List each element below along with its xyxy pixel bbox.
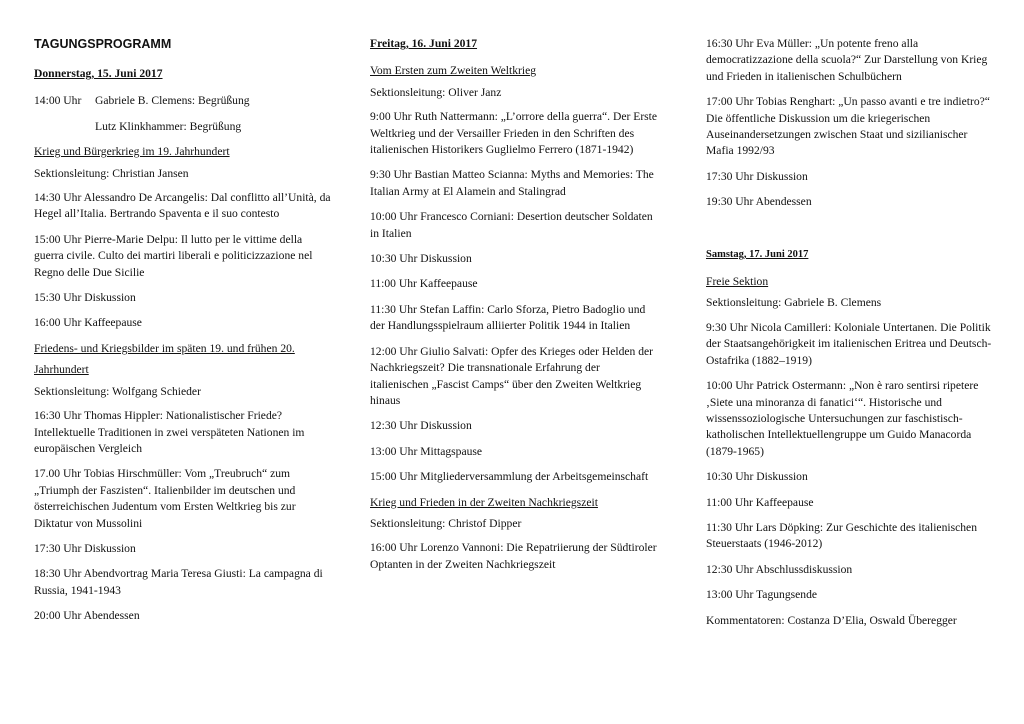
- program-entry: 11:30 Uhr Stefan Laffin: Carlo Sforza, Pietro Badoglio und der Handlungsspielraum alliierter Politik 1944 in Italien: [370, 302, 646, 333]
- program-entry: 16:30 Uhr Thomas Hippler: Nationalistischer Friede? Intellektuelle Traditionen in zwei verspäteten Nationen im europäischen Vergleich: [34, 409, 305, 455]
- program-entry: 9:30 Uhr Bastian Matteo Scianna: Myths and Memories: The Italian Army at El Alamein and Stalingrad: [370, 168, 654, 198]
- program-column-1: [34, 36, 334, 634]
- document-title: TAGUNGSPROGRAMM: [34, 37, 172, 51]
- program-entry: 17.00 Uhr Tobias Hirschmüller: Vom „Treubruch“ zum „Triumph der Faszisten“. Italienbilder im deutschen und österreichischen Judentum vom Ersten Weltkrieg bis zur Diktatur von Mussolini: [34, 467, 296, 530]
- program-entry-welcome: [34, 93, 334, 109]
- program-entry: 12:30 Uhr Diskussion: [370, 419, 472, 433]
- section-lead: Sektionsleitung: Oliver Janz: [370, 85, 502, 99]
- program-column-3: [706, 36, 992, 638]
- section-lead: Sektionsleitung: Christian Jansen: [34, 166, 189, 180]
- section-lead: Sektionsleitung: Gabriele B. Clemens: [706, 296, 882, 310]
- program-entry: 18:30 Uhr Abendvortrag Maria Teresa Giusti: La campagna di Russia, 1941-1943: [34, 567, 323, 597]
- section-lead: Sektionsleitung: Christof Dipper: [370, 516, 522, 530]
- program-entry: 16:30 Uhr Eva Müller: „Un potente freno alla democratizzazione della scuola?“ Zur Darstellung von Krieg und Frieden in italienischen Schulbüchern: [706, 37, 988, 83]
- day-heading-saturday: Samstag, 17. Juni 2017: [706, 248, 809, 260]
- program-entry-welcome-2: Lutz Klinkhammer: Begrüßung: [95, 119, 242, 133]
- program-entry: 15:30 Uhr Diskussion: [34, 291, 136, 305]
- program-entry: 16:00 Uhr Kaffeepause: [34, 316, 142, 330]
- program-entry: 16:00 Uhr Lorenzo Vannoni: Die Repatriierung der Südtiroler Optanten in der Zweiten Nachkriegszeit: [370, 541, 657, 571]
- entry-time: 14:00 Uhr: [34, 94, 82, 108]
- program-entry: 10:00 Uhr Patrick Ostermann: „Non è raro sentirsi ripetere ‚Siete una minoranza di fanatici‘“. Historische und wissenssoziologische Untersuchungen zur faschistisch-katholischen Intellektuellengruppe um Guido Manacorda (1879-1965): [706, 379, 979, 458]
- program-entry: 12:00 Uhr Giulio Salvati: Opfer des Krieges oder Helden der Nachkriegszeit? Die transnationale Erfahrung der italienischen „Fascist Camps“ über den Zweiten Weltkrieg hinaus: [370, 344, 654, 407]
- section-heading: Vom Ersten zum Zweiten Weltkrieg: [370, 64, 537, 78]
- program-column-2: [370, 36, 660, 582]
- section-lead: Sektionsleitung: Wolfgang Schieder: [34, 384, 201, 398]
- program-entry: 13:00 Uhr Tagungsende: [706, 588, 818, 602]
- section-heading: Freie Sektion: [706, 275, 769, 289]
- program-entry: 17:30 Uhr Diskussion: [34, 541, 136, 555]
- program-entry: 19:30 Uhr Abendessen: [706, 195, 812, 209]
- program-entry: 15:00 Uhr Pierre-Marie Delpu: Il lutto per le vittime della guerra civile. Culto dei martiri liberali e politicizzazione nel Regno delle Due Sicilie: [34, 232, 313, 279]
- program-entry: 17:30 Uhr Diskussion: [706, 169, 808, 183]
- program-entry: 10:00 Uhr Francesco Corniani: Desertion deutscher Soldaten in Italien: [370, 210, 653, 240]
- commentators: Kommentatoren: Costanza D’Elia, Oswald Überegger: [706, 613, 957, 627]
- program-entry: 11:00 Uhr Kaffeepause: [706, 495, 814, 509]
- program-entry: 10:30 Uhr Diskussion: [706, 470, 808, 484]
- section-heading: Krieg und Bürgerkrieg im 19. Jahrhundert: [34, 145, 230, 159]
- program-entry: 11:00 Uhr Kaffeepause: [370, 277, 478, 291]
- program-entry: 9:30 Uhr Nicola Camilleri: Koloniale Untertanen. Die Politik der Staatsangehörigkeit im italienischen Eritrea und Deutsch-Ostafrika (1882–1919): [706, 320, 992, 367]
- program-entry: 15:00 Uhr Mitgliederversammlung der Arbeitsgemeinschaft: [370, 470, 649, 484]
- program-entry: 11:30 Uhr Lars Döpking: Zur Geschichte des italienischen Steuerstaats (1946-2012): [706, 520, 977, 551]
- program-entry: 9:00 Uhr Ruth Nattermann: „L’orrore della guerra“. Der Erste Weltkrieg und der Versailler Frieden in den Schriften des italienischen Historikers Guglielmo Ferrero (1871-1942): [370, 110, 658, 157]
- section-heading: Friedens- und Kriegsbilder im späten 19. und frühen 20.: [34, 341, 295, 355]
- section-heading: Krieg und Frieden in der Zweiten Nachkriegszeit: [370, 495, 598, 509]
- entry-text: Gabriele B. Clemens: Begrüßung: [95, 94, 250, 108]
- section-heading-cont: Jahrhundert: [34, 363, 89, 377]
- program-entry: 10:30 Uhr Diskussion: [370, 252, 472, 266]
- program-entry: 17:00 Uhr Tobias Renghart: „Un passo avanti e tre indietro?“ Die öffentliche Diskussion um die kriegerischen Auseinandersetzungen zwischen Staat und sizilianischer Mafia 1992/93: [706, 95, 990, 158]
- program-entry: 14:30 Uhr Alessandro De Arcangelis: Dal conflitto all’Unità, da Hegel all’Italia. Bertrando Spaventa e il suo contesto: [34, 191, 331, 221]
- program-entry: 20:00 Uhr Abendessen: [34, 609, 140, 623]
- day-heading-friday: Freitag, 16. Juni 2017: [370, 37, 478, 50]
- day-heading-thursday: Donnerstag, 15. Juni 2017: [34, 67, 163, 80]
- program-entry: 13:00 Uhr Mittagspause: [370, 444, 483, 458]
- program-entry: 12:30 Uhr Abschlussdiskussion: [706, 562, 853, 576]
